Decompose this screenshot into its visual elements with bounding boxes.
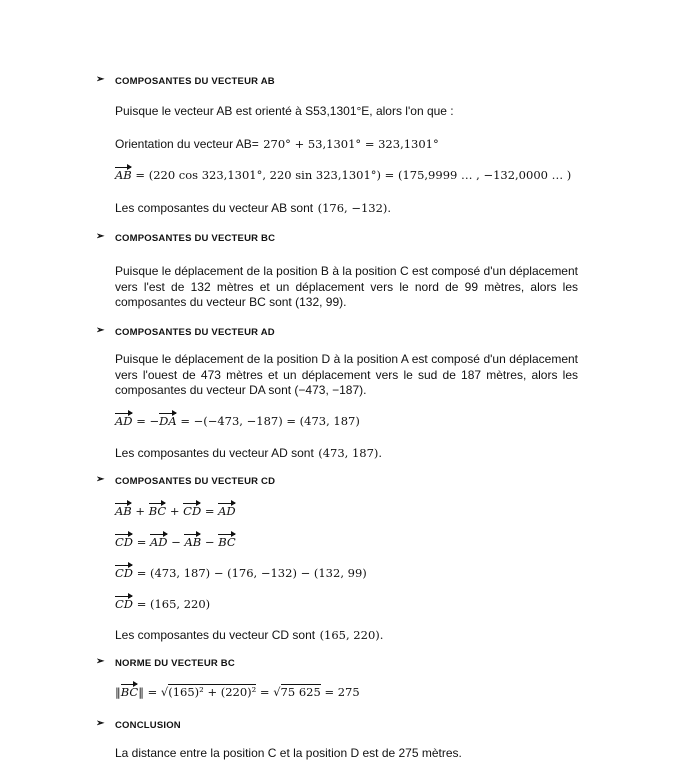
vector-cd: CD bbox=[115, 597, 134, 611]
ad-equation-rhs: = −(−473, −187) = (473, 187) bbox=[180, 414, 360, 428]
heading-ad: COMPOSANTES DU VECTEUR AD bbox=[115, 327, 275, 338]
operator: − bbox=[171, 535, 181, 549]
cd-result bbox=[115, 626, 383, 644]
heading-conclusion: CONCLUSION bbox=[115, 720, 181, 731]
vector-bc: BC bbox=[148, 504, 167, 518]
bullet-icon: ➢ bbox=[96, 474, 105, 485]
operator: + bbox=[135, 504, 146, 518]
cd-equation-3-rhs: = (473, 187) − (176, −132) − (132, 99) bbox=[136, 566, 367, 580]
operator: = bbox=[204, 504, 215, 518]
heading-bc: COMPOSANTES DU VECTEUR BC bbox=[115, 233, 276, 244]
vector-bc: BC bbox=[218, 535, 236, 549]
ad-result-math: (473, 187). bbox=[318, 446, 383, 460]
ad-result bbox=[115, 444, 382, 462]
cd-equation-1 bbox=[115, 504, 236, 518]
bullet-icon: ➢ bbox=[96, 231, 105, 242]
cd-result-math: (165, 220). bbox=[319, 628, 384, 642]
vector-ad: AD bbox=[115, 414, 133, 428]
equals: = bbox=[147, 685, 158, 699]
operator: = bbox=[136, 535, 147, 549]
equals: = bbox=[259, 685, 270, 699]
vector-bc: BC bbox=[120, 685, 139, 699]
bullet-icon: ➢ bbox=[96, 325, 105, 336]
vector-ab: AB bbox=[115, 168, 132, 182]
ab-equation-rhs: = (220 cos 323,1301°, 220 sin 323,1301°) = (175,9999 … , −132,0000 … ) bbox=[135, 168, 572, 182]
norme-result: = 275 bbox=[324, 685, 360, 699]
bullet-icon: ➢ bbox=[96, 718, 105, 729]
ad-result-text: Les composantes du vecteur AD sont bbox=[115, 446, 314, 460]
ab-line2 bbox=[115, 135, 439, 153]
conclusion-text: La distance entre la position C et la position D est de 275 mètres. bbox=[115, 746, 462, 760]
vector-ad: AD bbox=[149, 535, 168, 549]
vector-ad: AD bbox=[218, 504, 236, 518]
vector-ab: AB bbox=[115, 504, 132, 518]
heading-cd: COMPOSANTES DU VECTEUR CD bbox=[115, 476, 276, 487]
cd-equation-2 bbox=[115, 535, 236, 549]
vector-da: DA bbox=[159, 414, 177, 428]
ab-line2-text: Orientation du vecteur AB= bbox=[115, 137, 259, 151]
sqrt-icon: √ bbox=[160, 685, 169, 699]
ab-line2-math: 270° + 53,1301° = 323,1301° bbox=[263, 137, 439, 151]
ab-line1: Puisque le vecteur AB est orienté à S53,1301°E, alors l'on que : bbox=[115, 104, 454, 118]
norme-equation bbox=[115, 685, 360, 699]
norm-bar: ‖ bbox=[115, 685, 121, 699]
ab-result-text: Les composantes du vecteur AB sont bbox=[115, 201, 314, 215]
heading-ab: COMPOSANTES DU VECTEUR AB bbox=[115, 76, 275, 87]
radicand-2: 75 625 bbox=[280, 685, 321, 699]
operator: − bbox=[204, 535, 215, 549]
bullet-icon: ➢ bbox=[96, 74, 105, 85]
cd-result-text: Les composantes du vecteur CD sont bbox=[115, 628, 316, 642]
cd-equation-4 bbox=[115, 597, 210, 611]
sqrt-icon: √ bbox=[273, 685, 281, 699]
ab-result bbox=[115, 199, 391, 217]
bullet-icon: ➢ bbox=[96, 656, 105, 667]
ad-equation bbox=[115, 414, 360, 428]
ab-equation bbox=[115, 168, 571, 182]
vector-cd: CD bbox=[183, 504, 202, 518]
bc-paragraph: Puisque le déplacement de la position B à la position C est composé d'un déplacement vers l'est de 132 mètres et un déplacement vers le nord de 99 mètres, alors les composantes du vecteur BC sont (132, 99). bbox=[115, 264, 578, 309]
vector-cd: CD bbox=[115, 566, 134, 580]
cd-equation-4-rhs: = (165, 220) bbox=[136, 597, 211, 611]
operator: + bbox=[169, 504, 180, 518]
vector-ab: AB bbox=[184, 535, 202, 549]
ad-equation-mid: = − bbox=[136, 414, 160, 428]
ab-result-math: (176, −132). bbox=[317, 201, 392, 215]
norm-bar: ‖ bbox=[138, 685, 144, 699]
ad-paragraph: Puisque le déplacement de la position D à la position A est composé d'un déplacement vers l'ouest de 473 mètres et un déplacement vers le sud de 187 mètres, alors les composantes du vecteur DA sont (−473, −187). bbox=[115, 352, 578, 397]
vector-cd: CD bbox=[115, 535, 134, 549]
cd-equation-3 bbox=[115, 566, 367, 580]
radicand-1: (165)² + (220)² bbox=[168, 685, 257, 699]
heading-norme: NORME DU VECTEUR BC bbox=[115, 658, 235, 669]
